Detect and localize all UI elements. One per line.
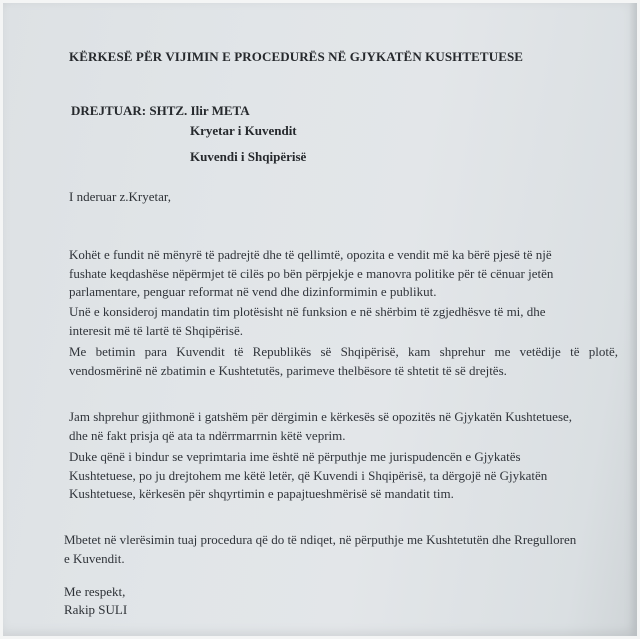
paragraph-line: vendosmërinë në zbatimin e Kushtetutës, parimeve thelbësore të shtetit të së drejtës. — [69, 362, 507, 378]
paragraph-line: dhe në fakt prisja që ata ta ndërrmarrnin këtë veprim. — [69, 427, 346, 443]
paragraph-3 — [69, 343, 618, 380]
paragraph-6 — [64, 531, 576, 568]
paragraph-line: interesit më të lartë të Shqipërisë. — [69, 322, 243, 338]
paragraph-line: Mbetet në vlerësimin tuaj procedura që do të ndiqet, në përputhje me Kushtetutën dhe Rregulloren — [64, 532, 577, 547]
greeting: I nderuar z.Kryetar, — [69, 189, 171, 204]
paper-shadow-edge — [629, 3, 637, 636]
paragraph-4 — [69, 408, 572, 445]
closing-salutation: Me respekt, — [64, 584, 126, 599]
paragraph-line: fushate keqdashëse nëpërmjet të cilës po bën përpjekje e manovra politike për të cënuar jetën — [69, 265, 554, 281]
addressee-institution: Kuvendi i Shqipërisë — [190, 149, 307, 164]
paragraph-1 — [69, 246, 553, 302]
document-title: KËRKESË PËR VIJIMIN E PROCEDURËS NË GJYKATËN KUSHTETUESE — [69, 49, 524, 64]
addressee-role: Kryetar i Kuvendit — [190, 123, 297, 138]
document-page — [3, 3, 637, 636]
closing-block — [64, 583, 127, 619]
signature-name: Rakip SULI — [64, 602, 128, 617]
paragraph-line: Me betimin para Kuvendit të Republikës së Shqipërisë, kam shprehur me vetëdije të plotë, — [69, 344, 618, 359]
paragraph-line: Unë e konsideroj mandatin tim plotësisht në funksion e në shërbim të zgjedhësve të mi, dhe — [69, 304, 546, 319]
paragraph-5 — [69, 448, 547, 504]
paragraph-line: Kushtetuese, kërkesën për shqyrtimin e papajtueshmërisë së mandatit tim. — [69, 486, 454, 501]
addressee-line: DREJTUAR: SHTZ. Ilir META — [71, 103, 250, 118]
paragraph-line: Jam shprehur gjithmonë i gatshëm për dërgimin e kërkesës së opozitës në Gjykatën Kushtetuese, — [69, 409, 573, 424]
paragraph-line: Duke qënë i bindur se veprimtaria ime është në përputhje me jurispudencën e Gjykatës — [69, 449, 521, 464]
paragraph-line: Kohët e fundit në mënyrë të padrejtë dhe të qellimtë, opozita e vendit më ka bërë pjesë të një — [69, 247, 552, 262]
paragraph-line: e Kuvendit. — [64, 550, 125, 566]
paragraph-2 — [69, 303, 546, 340]
paragraph-line: parlamentare, penguar reformat në vend dhe dizinformimin e publikut. — [69, 284, 437, 299]
paragraph-line: Kushtetuese, po ju drejtohem me këtë letër, që Kuvendi i Shqipërisë, ta dërgojë në Gjykatën — [69, 467, 548, 483]
